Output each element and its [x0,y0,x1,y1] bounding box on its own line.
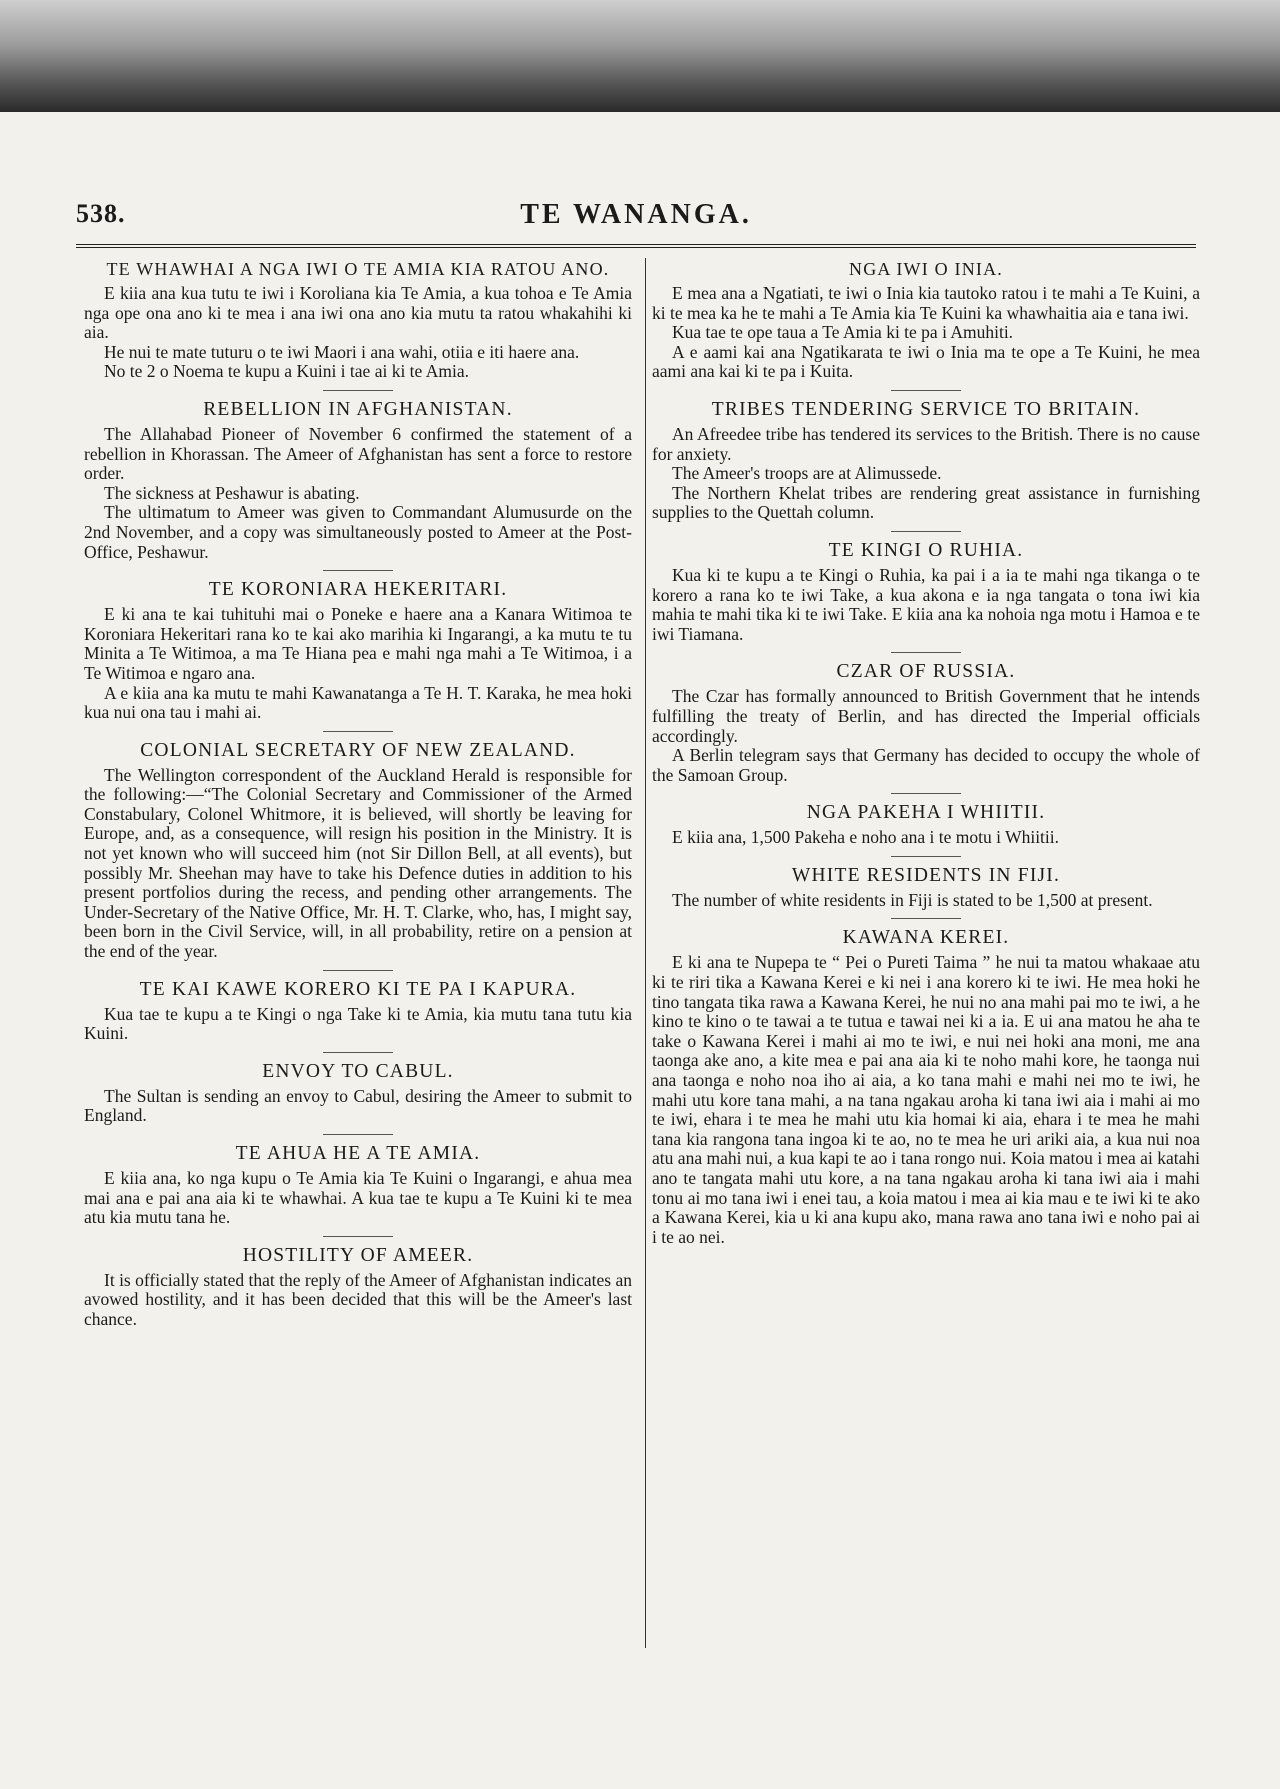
article-separator [323,731,393,732]
article [652,399,1200,523]
article-separator [323,1052,393,1053]
article-separator [891,531,961,532]
article-paragraph: Kua tae te ope taua a Te Amia ki te pa i Amuhiti. [672,322,1014,343]
article-paragraph: The ultimatum to Ameer was given to Commandant Alumusurde on the 2nd November, and a copy was simultaneously posted to Ameer at the Post-Office, Peshawur. [84,502,632,562]
article-paragraph: E ki ana te kai tuhituhi mai o Poneke e haere ana a Kanara Witimoa te Koroniara Hekeritari rana ko te kai ako marihia ki Ingarangi, a ka mutu te tu Minita a Te Witimoa, a ma Te Hiana pea e mahi nga mahi a Te Witimoa, i a Te Witimoa e ngaro ana. [84,604,632,683]
article-headline: TE KORONIARA HEKERITARI. [208,579,508,601]
article-paragraph: E kiia ana, 1,500 Pakeha e noho ana i te motu i Whiitii. [672,827,1060,848]
article-paragraph: A e kiia ana ka mutu te mahi Kawanatanga a Te H. T. Karaka, he mea hoki kua nui ona tau i mahi ai. [84,682,632,723]
article [84,740,632,962]
article [652,258,1200,382]
article-paragraph: E kiia ana kua tutu te iwi i Koroliana kia Te Amia, a kua tohoa e Te Amia nga ope ona ano ki te mea i ana iwi ona ano kia mutu ta ratou whakahihi ki aia. [84,283,632,343]
article-separator [891,918,961,919]
article-paragraph: It is officially stated that the reply of the Ameer of Afghanistan indicates an avowed hostility, and it has been decided that this will be the Ameer's last chance. [84,1269,632,1329]
article [84,1143,632,1228]
article-separator [323,1134,393,1135]
article [652,802,1200,848]
article-headline: NGA IWI O INIA. [849,259,1003,279]
article-paragraph: The Czar has formally announced to British Government that he intends fulfilling the treaty of Berlin, and has directed the Imperial officials accordingly. [652,686,1200,746]
article-paragraph: The sickness at Peshawur is abating. [104,482,360,503]
article-headline: TE KAI KAWE KORERO KI TE PA I KAPURA. [139,978,577,1000]
article [84,399,632,562]
article-separator [323,970,393,971]
article-separator [891,856,961,857]
article [84,979,632,1044]
article [84,1245,632,1330]
article-separator [323,390,393,391]
column-divider [645,258,646,1648]
article-paragraph: No te 2 o Noema te kupu a Kuini i tae ai ki te Amia. [104,361,469,382]
article-paragraph: Kua ki te kupu a te Kingi o Ruhia, ka pai i a ia te mahi nga tikanga o te korero a rana ko te iwi Take, a kua akona e ia nga tangata o tona iwi kia mahia te mahi tika ki te iwi Take. E kiia ana ka nohoia nga motu i Hamoa e te iwi Tiamana. [652,564,1200,644]
article-paragraph: An Afreedee tribe has tendered its services to the British. There is no cause for anxiety. [652,423,1200,464]
article-separator [891,652,961,653]
newspaper-title: TE WANANGA. [520,199,752,230]
article [652,661,1200,785]
article-headline: COLONIAL SECRETARY OF NEW ZEALAND. [140,739,576,761]
article-paragraph: A e aami kai ana Ngatikarata te iwi o Inia ma te ope a Te Kuini, he mea aami ana kai ki te pa i Kuita. [652,341,1200,382]
article-paragraph: The number of white residents in Fiji is stated to be 1,500 at present. [672,889,1153,910]
article [84,579,632,723]
article-paragraph: The Sultan is sending an envoy to Cabul, desiring the Ameer to submit to England. [84,1085,632,1126]
article-headline: TRIBES TENDERING SERVICE TO BRITAIN. [711,398,1141,420]
article [652,927,1200,1247]
article-headline: CZAR OF RUSSIA. [836,661,1016,683]
article-paragraph: The Wellington correspondent of the Auckland Herald is responsible for the following:—“The Colonial Secretary and Commissioner of the Armed Constabulary, Colonel Whitmore, it is believed, will shortly be leaving for Europe, and, as a consequence, will resign his position in the Ministry. It is not yet known who will succeed him (not Sir Dillon Bell, at all events), but possibly Mr. Sheehan may have to take his Defence duties in addition to his present portfolios during the recess, and pending other arrangements. The Under-Secretary of the Native Office, Mr. H. T. Clarke, who, has, I might say, been born in the Civil Service, will, in all probability, retire on a pension at the end of the year. [84,764,632,962]
article-paragraph: E mea ana a Ngatiati, te iwi o Inia kia tautoko ratou i te mahi a Te Kuini, a ki te mea ka he te mahi a Te Amia kia Te Kuini ka whawhaitia aia e tana iwi. [652,283,1200,323]
header-rule [76,244,1196,248]
article-paragraph: The Ameer's troops are at Alimussede. [672,463,942,484]
page-header [76,197,1196,237]
article-paragraph: E kiia ana, ko nga kupu o Te Amia kia Te Kuini o Ingarangi, e ahua mea mai ana e pai ana aia ki te whawhai. A kua tae te kupu a Te Kuini ki te mea atu kia mutu tana he. [84,1168,632,1228]
article-paragraph: The Northern Khelat tribes are rendering great assistance in furnishing supplies to the Quettah column. [652,482,1200,523]
article-paragraph: Kua tae te kupu a te Kingi o nga Take ki te Amia, kia mutu tana tutu kia Kuini. [84,1003,632,1044]
left-column [84,258,632,1330]
article [652,540,1200,644]
article-headline: ENVOY TO CABUL. [262,1060,454,1082]
article [652,865,1200,911]
article-separator [891,793,961,794]
article-headline: HOSTILITY OF AMEER. [242,1244,474,1266]
article-headline: TE WHAWHAI A NGA IWI O TE AMIA KIA RATOU ANO. [106,259,610,279]
article-separator [323,1236,393,1237]
article-headline: KAWANA KEREI. [842,927,1010,949]
article-paragraph: A Berlin telegram says that Germany has decided to occupy the whole of the Samoan Group. [652,745,1200,785]
article-headline: NGA PAKEHA I WHIITII. [806,802,1046,824]
article-separator [323,570,393,571]
article-headline: TE KINGI O RUHIA. [828,539,1024,561]
article-paragraph: The Allahabad Pioneer of November 6 confirmed the statement of a rebellion in Khorassan. The Ameer of Afghanistan has sent a force to restore order. [84,423,632,484]
article-headline: WHITE RESIDENTS IN FIJI. [791,864,1061,886]
page-number: 538. [76,199,126,228]
article-separator [891,390,961,391]
article-headline: REBELLION IN AFGHANISTAN. [203,398,513,420]
right-column [652,258,1200,1247]
scan-top-band [0,0,1280,112]
article [84,1061,632,1126]
article-paragraph: He nui te mate tuturu o te iwi Maori i ana wahi, otiia e iti haere ana. [104,341,580,362]
article-paragraph: E ki ana te Nupepa te “ Pei o Pureti Taima ” he nui ta matou whakaae atu ki te riri tika a Kawana Kerei e ki nei i ana korero ki te iwi. He mea hoki he tino tangata tika rawa a Kawana Kerei, he nui no ana mahi pai mo te iwi, a he kino te kino o te tawai a te tutua e tawai nei ki a ia. E ui ana matou he aha te take o Kawana Kerei i mahi ai mo te iwi, e nui nei hoki ana moni, me ana taonga ake ano, a kite mea e pai ana aia ki te noho mahi kore, he taonga nui ana taonga e noho noa iho ai aia, a ko tana mahi e mahi nei mo te iwi, he mahi utu kore tana mahi, a na tana ngakau aroha ki tana iwi aia i mahi ai mo te iwi, ehara i te mea he mahi utu kia homai ki aia, ehara i te mea he mahi tana kia rangona tana ingoa ki te ao, no te mea he uri ariki aia, a kua nui noa atu ana mahi nui, a kua kapi te ao i tana rongo nui. Koia matou i mea ai katahi ano te tangata mahi utu kore, a na tana ngakau aroha ki tana iwi aia i mahi tonu ai mo tana iwi i enei tau, a koia matou i mea ai kia mau e te iwi ki te ako a Kawana Kerei, kia u ki ana kupu ako, mana rawa ano tana iwi e noho pai ai i te ao nei. [652,952,1200,1247]
article [84,258,632,382]
article-headline: TE AHUA HE A TE AMIA. [235,1143,481,1164]
